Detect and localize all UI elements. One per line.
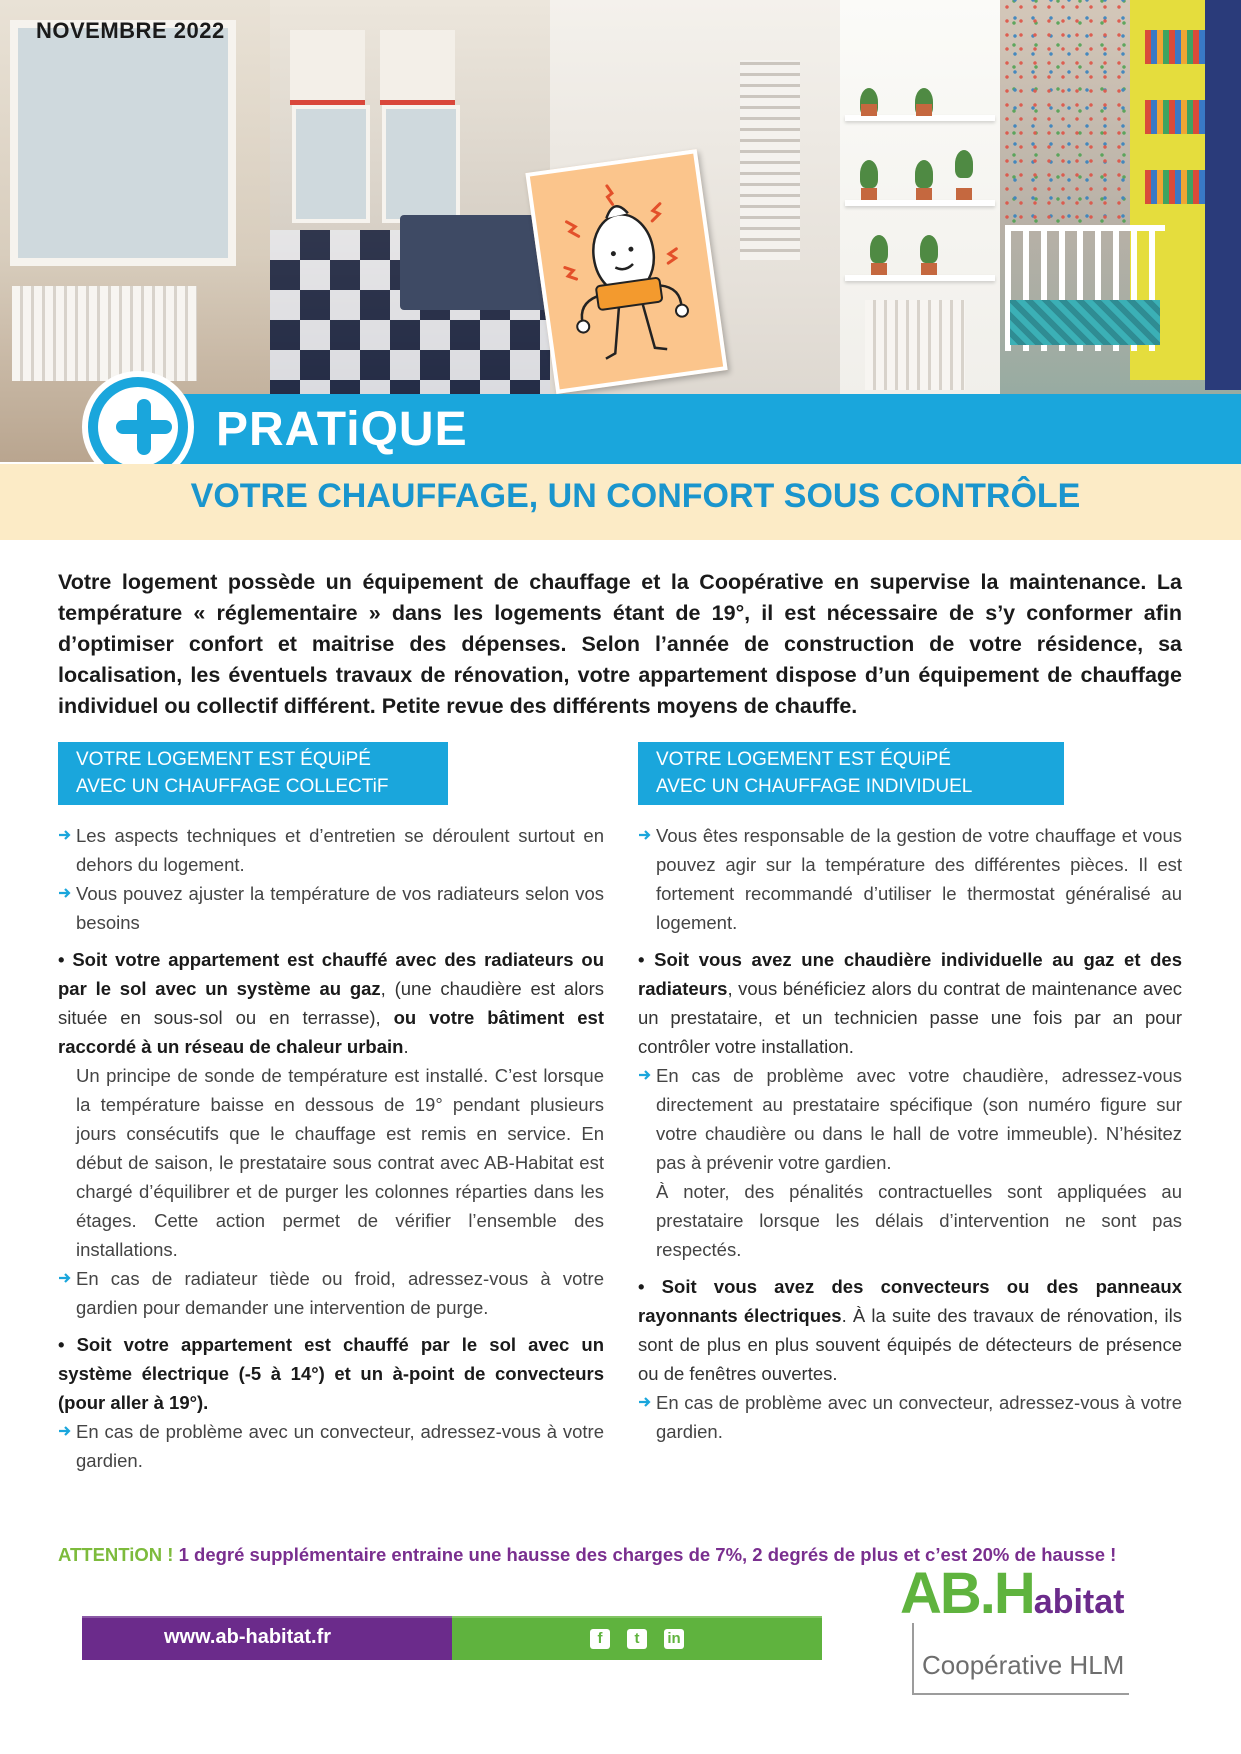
list-item: Les aspects techniques et d’entretien se déroulent surtout en dehors du logement. [58,821,604,879]
shivering-mascot-icon [530,154,723,390]
footer-bar [82,1618,822,1660]
electric-floor-paragraph: • Soit votre appartement est chauffé par le sol avec un système électrique (-5 à 14°) et un à-point de convecteurs (pour aller à 19°). [58,1334,604,1413]
section-title: PRATiQUE [216,403,468,456]
list-item: En cas de problème avec votre chaudière, adressez-vous directement au prestataire spécifique (son numéro figure sur votre chaudière ou dans le hall de votre immeuble). N’hésitez pas à prévenir votre gardien. [638,1061,1182,1177]
website-link[interactable]: www.ab-habitat.fr [164,1626,332,1648]
ab-habitat-logo: AB.Habitat [900,1561,1125,1626]
arrow-right-icon [638,1068,652,1082]
article-title: VOTRE CHAUFFAGE, UN CONFORT SOUS CONTRÔLE [190,477,1081,515]
linkedin-icon[interactable]: in [664,1629,684,1649]
list-item: En cas de problème avec un convecteur, adressez-vous à votre gardien. [58,1417,604,1475]
arrow-right-icon [58,828,72,842]
facebook-icon[interactable]: f [590,1629,610,1649]
individual-heating-column [638,742,1182,1446]
issue-date: NOVEMBRE 2022 [36,18,225,43]
arrow-right-icon [58,1424,72,1438]
arrow-right-icon [638,1395,652,1409]
individual-heating-heading: VOTRE LOGEMENT EST ÉQUiPÉ AVEC UN CHAUFFAGE INDIVIDUEL [638,742,1064,805]
sensor-paragraph: Un principe de sonde de température est installé. C’est lorsque la température baisse en dessous de 19° pendant plusieurs jours consécutifs que le chauffage est remis en service. En début de saison, le prestataire sous contrat avec AB-Habitat est chargé d’équilibrer et de purger les colonnes réparties dans les étages. Cette action permet de vérifier l’ensemble des installations. [76,1065,604,1260]
arrow-right-icon [58,1271,72,1285]
collective-heating-heading: VOTRE LOGEMENT EST ÉQUiPÉ AVEC UN CHAUFFAGE COLLECTiF [58,742,448,805]
list-item: Vous pouvez ajuster la température de vos radiateurs selon vos besoins [58,879,604,937]
list-item: En cas de radiateur tiède ou froid, adressez-vous à votre gardien pour demander une intervention de purge. [58,1264,604,1322]
mascot-illustration [525,149,727,394]
logo-subtitle: Coopérative HLM [922,1650,1125,1680]
gas-heating-paragraph: • Soit votre appartement est chauffé avec des radiateurs ou par le sol avec un système au gaz, (une chaudière est alors située en sous-sol ou en terrasse), ou votre bâtiment est raccordé à un réseau de chaleur urbain. [58,949,604,1057]
list-item: Vous êtes responsable de la gestion de votre chauffage et vous pouvez agir sur la température des différentes pièces. Il est fortement recommandé d’utiliser le thermostat généralisé au logement. [638,821,1182,937]
list-item: En cas de problème avec un convecteur, adressez-vous à votre gardien. [638,1388,1182,1446]
gas-boiler-paragraph: • Soit vous avez une chaudière individuelle au gaz et des radiateurs, vous bénéficiez alors du contrat de maintenance avec un prestataire, et un technicien passe une fois par an pour contrôler votre installation. [638,949,1182,1057]
intro-paragraph: Votre logement possède un équipement de chauffage et la Coopérative en supervise la maintenance. La température « réglementaire » dans les logements étant de 19°, il est nécessaire de s’y conformer afin d’optimiser confort et maitrise des dépenses. Selon l’année de construction de votre résidence, sa localisation, les éventuels travaux de rénovation, votre appartement dispose d’un équipement de chauffage individuel ou collectif différent. Petite revue des différents moyens de chauffe. [58,570,1182,718]
arrow-right-icon [58,886,72,900]
attention-label: ATTENTiON ! [58,1544,174,1565]
attention-text: 1 degré supplémentaire entraine une hausse des charges de 7%, 2 degrés de plus et c’est 20% de hausse ! [173,1544,1117,1565]
collective-heating-column [58,742,604,1475]
twitter-icon[interactable]: t [627,1629,647,1649]
photo-shelves [840,0,1000,462]
arrow-right-icon [638,828,652,842]
penalty-note: À noter, des pénalités contractuelles sont appliquées au prestataire lorsque les délais d’intervention ne sont pas respectés. [656,1181,1182,1260]
electric-convector-paragraph: • Soit vous avez des convecteurs ou des panneaux rayonnants électriques. À la suite des travaux de rénovation, ils sont de plus en plus souvent équipés de détecteurs de présence ou de fenêtres ouvertes. [638,1276,1182,1384]
